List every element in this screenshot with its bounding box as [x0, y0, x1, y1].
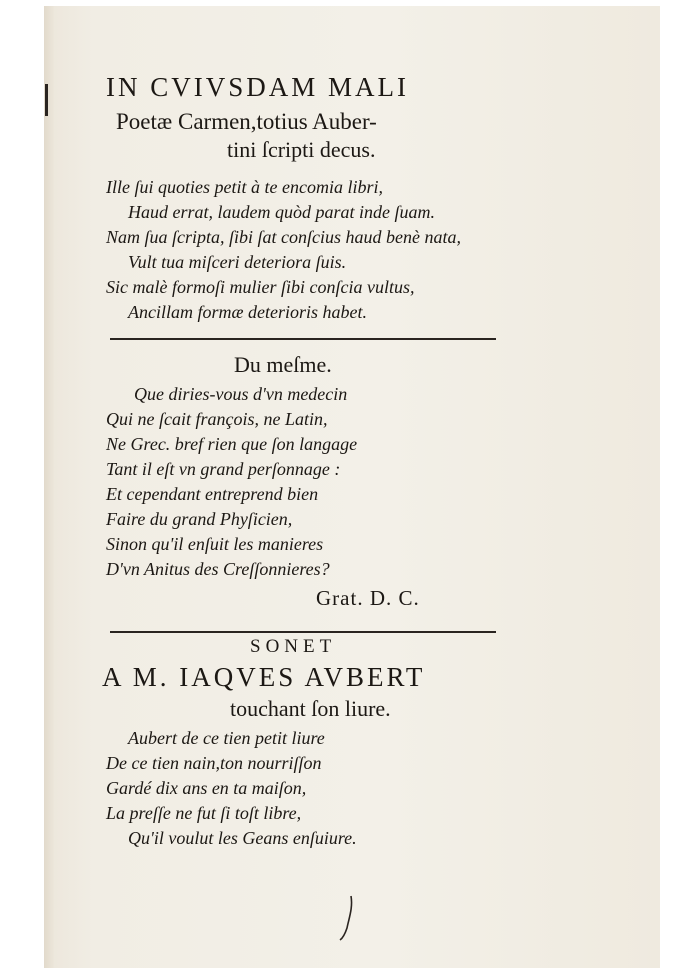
- sonnet-label: SONET: [250, 636, 337, 657]
- sonnet-verse-line: Qu'il voulut les Geans enſuiure.: [128, 828, 357, 848]
- french-verse-line: Ne Grec. bref rien que ſon langage: [106, 434, 358, 454]
- latin-verse-line: Sic malè formoſi mulier ſibi conſcia vultus,: [106, 277, 415, 297]
- epigram-french-heading: Du meſme.: [234, 352, 332, 377]
- latin-verse-line: Haud errat, laudem quòd parat inde ſuam.: [128, 202, 435, 222]
- sonnet-verse-line: De ce tien nain,ton nourriſſon: [106, 753, 322, 773]
- section-divider: [110, 338, 496, 340]
- latin-verse-line: Nam ſua ſcripta, ſibi ſat conſcius haud benè nata,: [106, 227, 461, 247]
- signature: Grat. D. C.: [316, 586, 420, 610]
- sonnet-subtitle: touchant ſon liure.: [230, 696, 391, 721]
- epigram-latin-subheading-2: tini ſcripti decus.: [227, 137, 376, 162]
- sonnet-title: A M. IAQVES AVBERT: [102, 662, 426, 692]
- french-verse-line: Et cependant entreprend bien: [106, 484, 319, 504]
- french-verse-line: Faire du grand Phyſicien,: [106, 509, 293, 529]
- french-verse-line: Que diries-vous d'vn medecin: [134, 384, 348, 404]
- latin-verse-line: Ille ſui quoties petit à te encomia libri,: [106, 177, 383, 197]
- epigram-latin-subheading-1: Poetæ Carmen,totius Auber-: [116, 109, 377, 134]
- ink-mark-icon: [337, 894, 359, 942]
- latin-verse-line: Vult tua miſceri deteriora ſuis.: [128, 252, 347, 272]
- latin-verse-line: Ancillam formæ deterioris habet.: [128, 302, 367, 322]
- french-verse-line: D'vn Anitus des Creſſonnieres?: [106, 559, 330, 579]
- french-verse-line: Sinon qu'il enſuit les manieres: [106, 534, 324, 554]
- book-page: [44, 6, 660, 968]
- french-verse-line: Qui ne ſcait françois, ne Latin,: [106, 409, 328, 429]
- page-gutter-shadow: [44, 6, 54, 968]
- section-divider: [110, 631, 496, 633]
- epigram-latin-heading: IN CVIVSDAM MALI: [106, 72, 409, 102]
- sonnet-verse-line: Gardé dix ans en ta maiſon,: [106, 778, 307, 798]
- sonnet-verse-line: La preſſe ne fut ſi toſt libre,: [106, 803, 302, 823]
- margin-mark: [45, 84, 48, 116]
- sonnet-verse-line: Aubert de ce tien petit liure: [128, 728, 325, 748]
- french-verse-line: Tant il eſt vn grand perſonnage :: [106, 459, 341, 479]
